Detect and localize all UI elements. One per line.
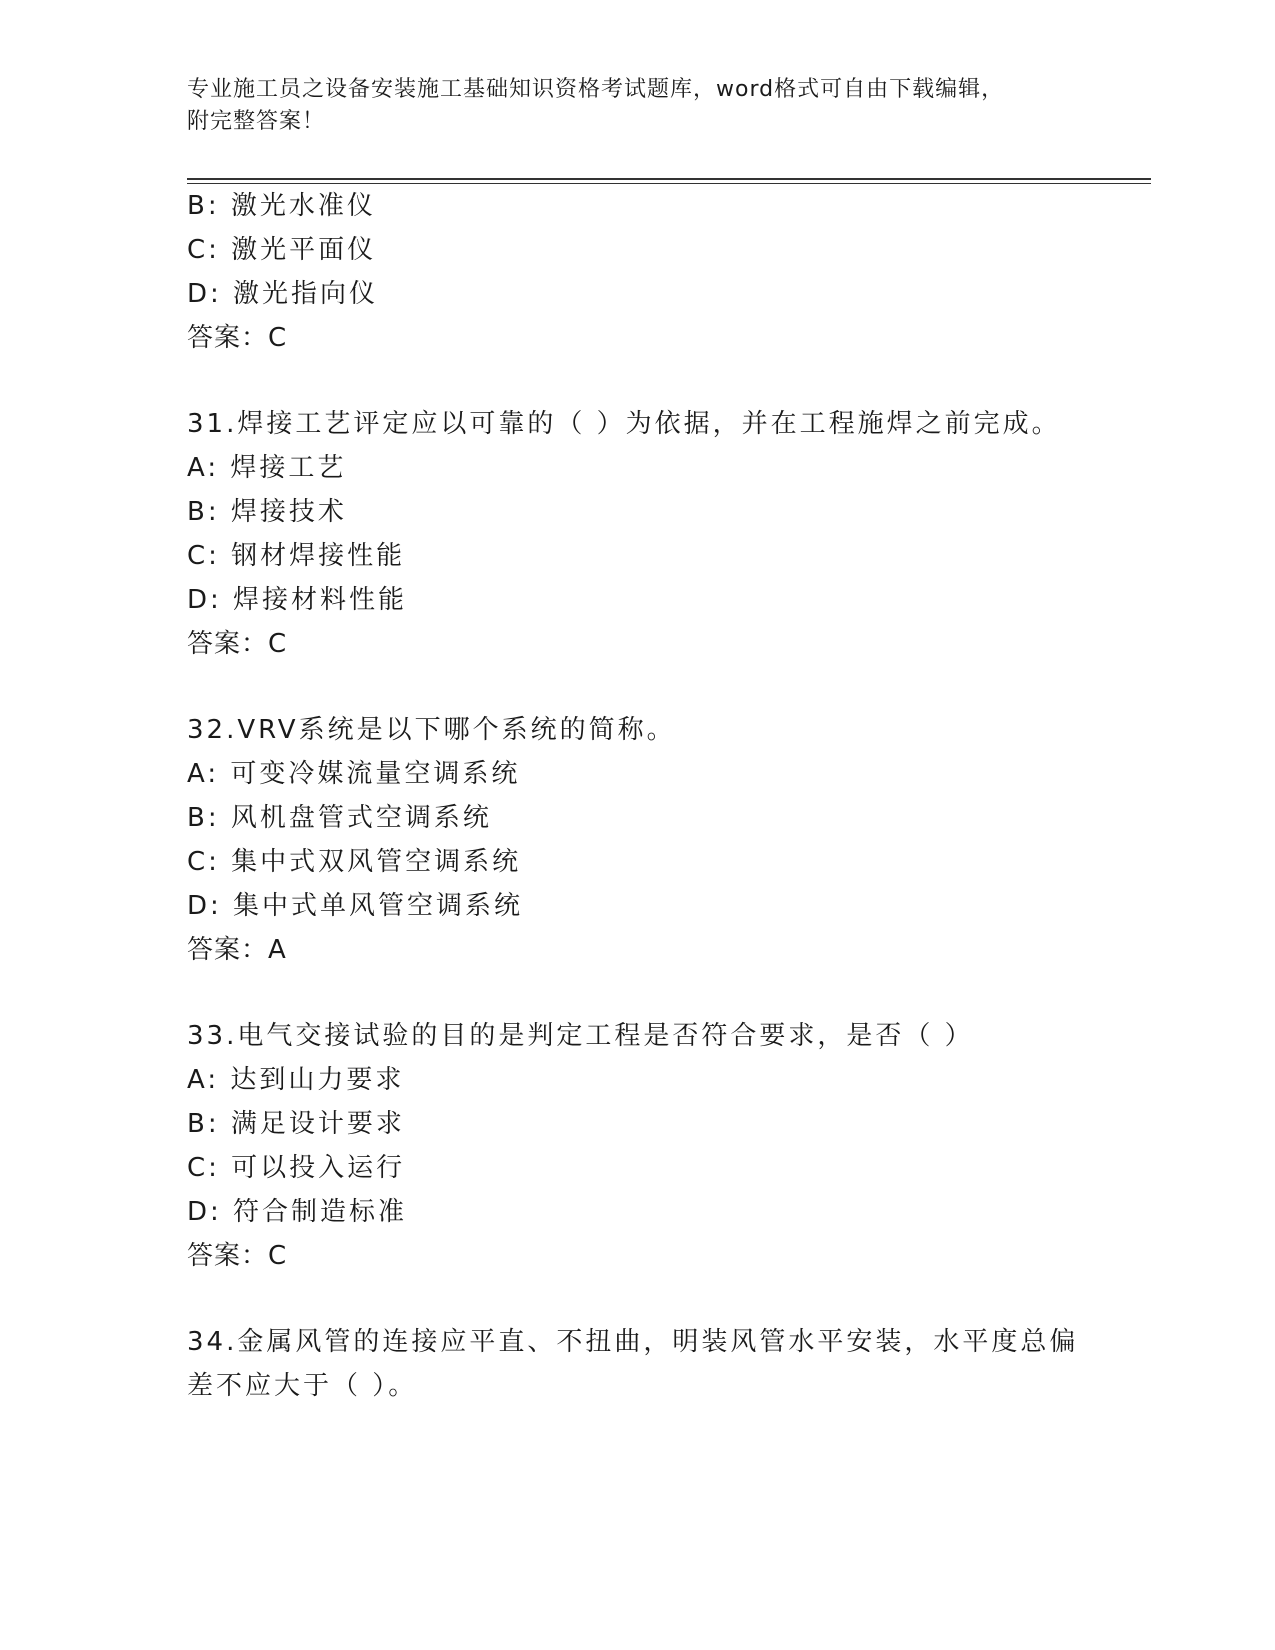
option-b: B: 焊接技术	[187, 497, 347, 527]
question-stem: 32.VRV系统是以下哪个系统的简称。	[187, 715, 676, 745]
option-c: C: 激光平面仪	[187, 235, 377, 265]
option-c: C: 钢材焊接性能	[187, 541, 406, 571]
option-c: C: 可以投入运行	[187, 1153, 406, 1183]
option-a: A: 达到山力要求	[187, 1065, 405, 1095]
option-d: D: 激光指向仪	[187, 279, 379, 309]
option-c: C: 集中式双风管空调系统	[187, 847, 522, 877]
option-a: A: 可变冷媒流量空调系统	[187, 759, 521, 789]
option-b: B: 风机盘管式空调系统	[187, 803, 492, 833]
document-header	[187, 74, 1107, 138]
header-line-2: 附完整答案！	[187, 109, 326, 134]
question-stem-line-2: 差不应大于（ ）。	[187, 1371, 418, 1401]
option-d: D: 符合制造标准	[187, 1197, 408, 1227]
option-a: A: 焊接工艺	[187, 453, 347, 483]
answer-line: 答案：C	[187, 629, 288, 659]
option-b: B: 激光水准仪	[187, 191, 376, 221]
answer-line: 答案：C	[187, 323, 288, 353]
question-stem: 33.电气交接试验的目的是判定工程是否符合要求，是否（ ）	[187, 1021, 974, 1051]
option-d: D: 集中式单风管空调系统	[187, 891, 524, 921]
option-b: B: 满足设计要求	[187, 1109, 405, 1139]
question-stem: 31.焊接工艺评定应以可靠的（ ）为依据，并在工程施焊之前完成。	[187, 409, 1061, 439]
answer-line: 答案：C	[187, 1241, 288, 1271]
question-stem-line-1: 34.金属风管的连接应平直、不扭曲，明装风管水平安装，水平度总偏	[187, 1327, 1079, 1357]
option-d: D: 焊接材料性能	[187, 585, 408, 615]
header-divider	[187, 178, 1151, 184]
answer-line: 答案：A	[187, 935, 287, 965]
header-line-1: 专业施工员之设备安装施工基础知识资格考试题库，word格式可自由下载编辑，	[187, 77, 1005, 102]
